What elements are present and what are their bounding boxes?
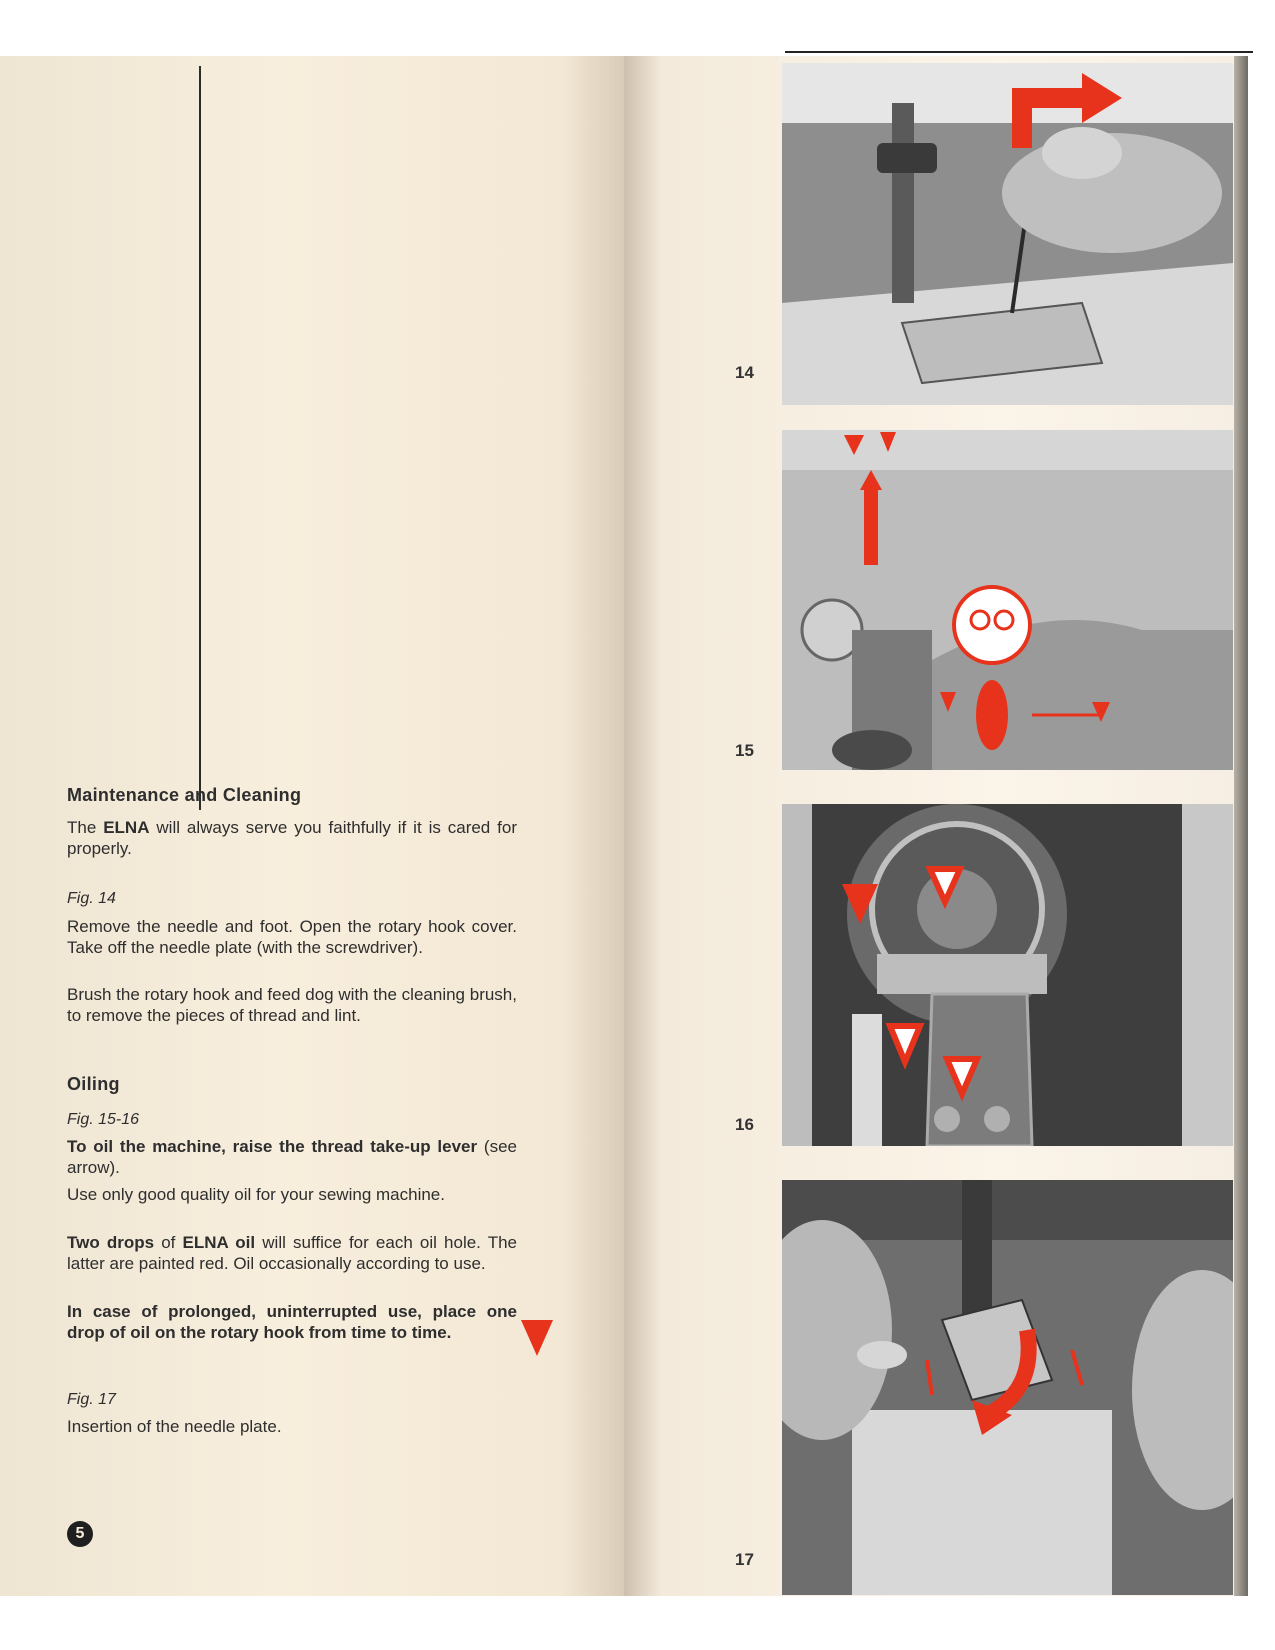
top-rule [785,51,1253,53]
fig17-text: Insertion of the needle plate. [67,1417,282,1436]
figure-14-number: 14 [735,363,754,382]
fig14-label: Fig. 14 [67,890,116,907]
oiling-paragraph-1 [67,1136,517,1178]
oiling-p3-elna-oil: ELNA oil [182,1233,256,1252]
oiling-p3-two-drops: Two drops [67,1233,155,1252]
page-number-badge: 5 [67,1521,93,1547]
oiling-paragraph-4: In case of prolonged, uninterrupted use, place one drop of oil on the rotary hook from time to time. [67,1302,517,1342]
red-triangle-marker-icon [521,1320,553,1356]
figure-15-illustration [782,430,1233,770]
section-heading-maintenance: Maintenance and Cleaning [67,785,302,805]
left-page [0,56,624,1596]
oiling-p3-rest: will suffice for each oil hole. The latter are painted red. Oil occasionally according to use. [67,1233,518,1273]
figure-15-number: 15 [735,741,754,760]
figure-14-illustration [782,63,1233,405]
figure-16-illustration [782,804,1233,1146]
page-edge-shadow [1234,56,1248,1596]
oiling-p1-rest: (see arrow). [67,1137,517,1177]
fig14-paragraph-1: Remove the needle and foot. Open the rotary hook cover. Take off the needle plate (with the screwdriver). [67,917,517,957]
intro-word-the: The [67,818,97,837]
figure-15-photo [782,430,1233,770]
figure-17-illustration [782,1180,1233,1595]
column-divider [199,66,201,810]
section-heading-oiling: Oiling [67,1074,120,1094]
intro-rest: will always serve you faithfully if it is cared for properly. [67,818,517,858]
oiling-p3-of: of [154,1233,183,1252]
figure-16-photo [782,804,1233,1146]
figure-14-photo [782,63,1233,405]
fig15-16-label: Fig. 15-16 [67,1111,140,1128]
oiling-paragraph-3 [67,1232,517,1274]
figure-17-number: 17 [735,1550,754,1569]
oiling-p1-bold: To oil the machine, raise the thread take-up lever [67,1137,478,1156]
brand-elna: ELNA [103,818,150,837]
intro-paragraph [67,817,517,859]
fig17-label: Fig. 17 [67,1391,116,1408]
figure-16-number: 16 [735,1115,754,1134]
fig14-paragraph-2: Brush the rotary hook and feed dog with the cleaning brush, to remove the pieces of thread and lint. [67,985,517,1025]
oiling-paragraph-2: Use only good quality oil for your sewing machine. [67,1185,445,1204]
figure-17-photo [782,1180,1233,1595]
